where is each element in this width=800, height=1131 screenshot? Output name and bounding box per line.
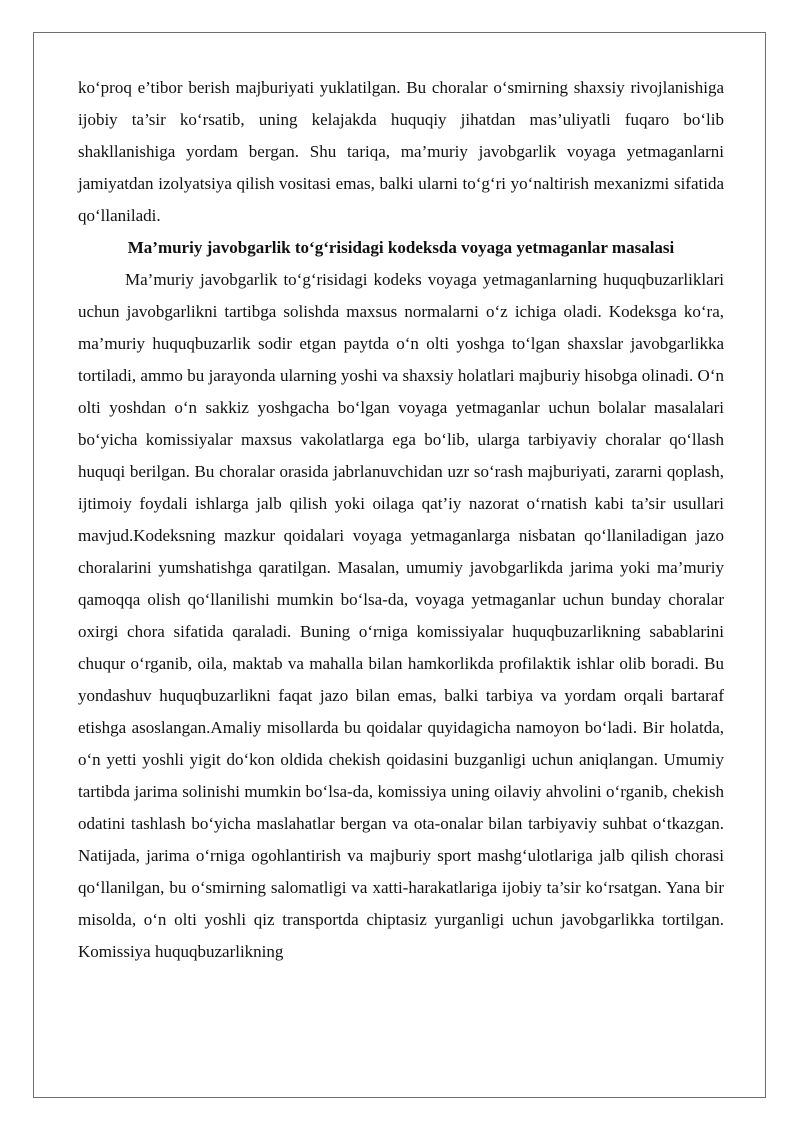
paragraph-continuation: ko‘proq e’tibor berish majburiyati yuklatilgan. Bu choralar o‘smirning shaxsiy rivojlanishiga ijobiy ta’sir ko‘rsatib, uning kelajakda huquqiy jihatdan mas’uliyatli fuqaro bo‘lib shakllanishiga yordam bergan. Shu tariqa, ma’muriy javobgarlik voyaga yetmaganlarni jamiyatdan izolyatsiya qilish vositasi emas, balki ularni to‘g‘ri yo‘naltirish mexanizmi sifatida qo‘llaniladi. (78, 78, 724, 225)
section-heading: Ma’muriy javobgarlik to‘g‘risidagi kodeksda voyaga yetmaganlar masalasi (127, 238, 675, 257)
paragraph-main: Ma’muriy javobgarlik to‘g‘risidagi kodeks voyaga yetmaganlarning huquqbuzarliklari uchun javobgarlikni tartibga solishda maxsus normalarni o‘z ichiga oladi. Kodeksga ko‘ra, ma’muriy huquqbuzarlik sodir etgan paytda o‘n olti yoshga to‘lgan shaxslar javobgarlikka tortiladi, ammo bu jarayonda ularning yoshi va shaxsiy holatlari majburiy hisobga olinadi. O‘n olti yoshdan o‘n sakkiz yoshgacha bo‘lgan voyaga yetmaganlar uchun bolalar masalalari bo‘yicha komissiyalar maxsus vakolatlarga ega bo‘lib, ularga tarbiyaviy choralar qo‘llash huquqi berilgan. Bu choralar orasida jabrlanuvchidan uzr so‘rash majburiyati, zararni qoplash, ijtimoiy foydali ishlarga jalb qilish yoki oilaga qat’iy nazorat o‘rnatish kabi ta’sir usullari mavjud.Kodeksning mazkur qoidalari voyaga yetmaganlarga nisbatan qo‘llaniladigan jazo choralarini yumshatishga qaratilgan. Masalan, umumiy javobgarlikda jarima yoki ma’muriy qamoqqa olish qo‘llanilishi mumkin bo‘lsa-da, voyaga yetmaganlar uchun bunday choralar oxirgi chora sifatida qaraladi. Buning o‘rniga komissiyalar huquqbuzarlikning sabablarini chuqur o‘rganib, oila, maktab va mahalla bilan hamkorlikda profilaktik ishlar olib boradi. Bu yondashuv huquqbuzarlikni faqat jazo bilan emas, balki tarbiya va yordam orqali bartaraf etishga asoslangan.Amaliy misollarda bu qoidalar quyidagicha namoyon bo‘ladi. Bir holatda, o‘n yetti yoshli yigit do‘kon oldida chekish qoidasini buzganligi uchun aniqlangan. Umumiy tartibda jarima solinishi mumkin bo‘lsa-da, komissiya uning oilaviy ahvolini o‘rganib, chekish odatini tashlash bo‘yicha maslahatlar bergan va ota-onalar bilan tarbiyaviy suhbat o‘tkazgan. Natijada, jarima o‘rniga ogohlantirish va majburiy sport mashg‘ulotlariga jalb qilish chorasi qo‘llanilgan, bu o‘smirning salomatligi va xatti-harakatlariga ijobiy ta’sir ko‘rsatgan. Yana bir misolda, o‘n olti yoshli qiz transportda chiptasiz yurganligi uchun javobgarlikka tortilgan. Komissiya huquqbuzarlikning (78, 270, 724, 961)
document-body (78, 72, 724, 968)
